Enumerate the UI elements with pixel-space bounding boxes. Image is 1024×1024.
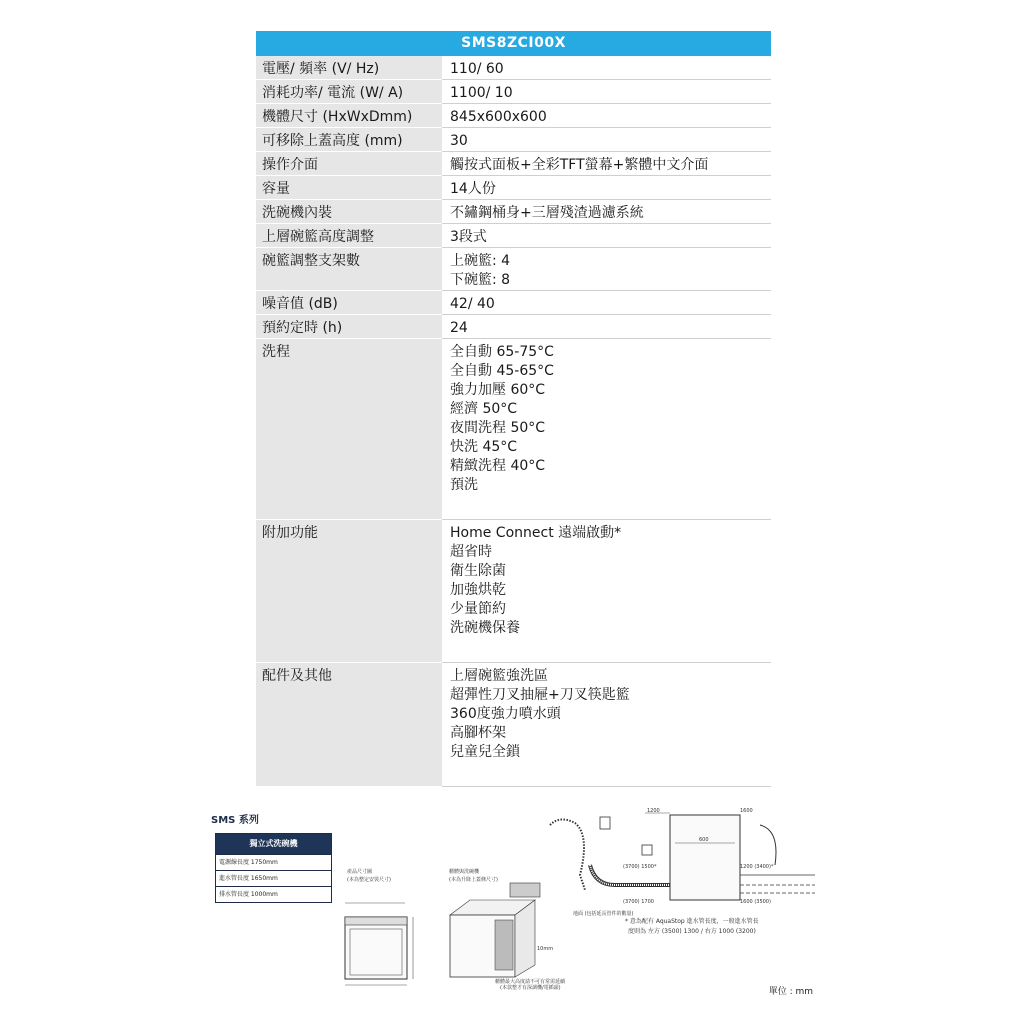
- side-note: 地面 (包括延長管件的數量): [573, 911, 634, 917]
- spec-row: [256, 224, 771, 248]
- tall-dims-sub: (本為升降上蓋條尺寸): [449, 877, 498, 883]
- spec-row: [256, 339, 771, 520]
- spec-value-line: 下碗籃: 8: [450, 272, 511, 288]
- spec-value-line: 洗碗機保養: [450, 620, 520, 636]
- spec-row: [256, 200, 771, 224]
- hose-row-power: 電源線長度 1750mm: [216, 854, 331, 870]
- spec-value-line: 強力加壓 60°C: [450, 382, 546, 398]
- product-dimension-drawing: [345, 868, 413, 985]
- hose-table-header: 獨立式洗碗機: [216, 834, 331, 854]
- dim-1200-3400: 1200 (3400)*: [740, 864, 774, 870]
- product-dims-sub: (本為整定安裝尺寸): [347, 877, 391, 883]
- spec-label: 洗程: [256, 339, 442, 520]
- spec-value: [442, 56, 771, 80]
- spec-label: 電壓/ 頻率 (V/ Hz): [256, 56, 442, 80]
- spec-label: 機體尺寸 (HxWxDmm): [256, 104, 442, 128]
- spec-table: [256, 31, 771, 787]
- spec-value-line: 預洗: [450, 477, 478, 493]
- spec-label: 碗籃調整支架數: [256, 248, 442, 291]
- spec-value-line: 夜間洗程 50°C: [450, 420, 546, 436]
- model-header: SMS8ZCI00X: [256, 31, 771, 56]
- spec-value: [442, 224, 771, 248]
- spec-row: [256, 315, 771, 339]
- spec-value-line: 1100/ 10: [450, 85, 513, 101]
- dim-1600-3500: 1600 (3500): [740, 899, 771, 905]
- spec-value-line: 超彈性刀叉抽屜+刀叉筷匙籃: [450, 687, 630, 703]
- depth-note: 10mm: [537, 946, 554, 952]
- spec-value-line: 360度強力噴水頭: [450, 706, 561, 722]
- spec-value-line: 兒童兒全鎖: [450, 744, 520, 760]
- spec-label: 可移除上蓋高度 (mm): [256, 128, 442, 152]
- spec-value-line: 845x600x600: [450, 109, 547, 125]
- spec-value-line: 上碗籃: 4: [450, 253, 511, 269]
- spec-row: [256, 128, 771, 152]
- spec-value: [442, 152, 771, 176]
- spec-value-line: 上層碗籃強洗區: [450, 668, 548, 684]
- spec-value-line: 衛生除菌: [450, 563, 506, 579]
- unit-label: 單位 : mm: [768, 987, 813, 997]
- spec-value: [442, 339, 771, 520]
- spec-label: 預約定時 (h): [256, 315, 442, 339]
- aqua-note-2: 度則為 左方 (3500) 1300 / 右方 1000 (3200): [628, 928, 756, 935]
- spec-row: [256, 56, 771, 80]
- series-title: SMS 系列: [211, 815, 259, 826]
- spec-label: 上層碗籃高度調整: [256, 224, 442, 248]
- spec-value-line: 加強烘乾: [450, 582, 506, 598]
- installation-diagram: [205, 805, 825, 1005]
- cabinet-drawing: [449, 868, 566, 991]
- hose-row-drain: 排水管長度 1000mm: [216, 886, 331, 902]
- bottom-caption-sub: (本款整才有深調機/電插頭): [500, 985, 561, 991]
- spec-label: 容量: [256, 176, 442, 200]
- spec-value: [442, 200, 771, 224]
- spec-value-line: 全自動 45-65°C: [450, 363, 554, 379]
- dim-600: 600: [699, 837, 709, 843]
- product-dims-label: 產品尺寸圖: [347, 869, 373, 875]
- spec-value-line: 不鏽鋼桶身+三層殘渣過濾系統: [450, 205, 644, 221]
- spec-value: [442, 128, 771, 152]
- spec-value: [442, 663, 771, 787]
- spec-label: 洗碗機內裝: [256, 200, 442, 224]
- spec-label: 噪音值 (dB): [256, 291, 442, 315]
- hose-row-inlet: 進水管長度 1650mm: [216, 870, 331, 886]
- spec-value-line: Home Connect 遠端啟動*: [450, 525, 622, 541]
- spec-value-line: 高腳杯架: [450, 725, 506, 741]
- spec-value-line: 30: [450, 133, 468, 149]
- spec-row: [256, 104, 771, 128]
- spec-label: 附加功能: [256, 520, 442, 663]
- spec-row: [256, 152, 771, 176]
- spec-row: [256, 291, 771, 315]
- spec-value: [442, 315, 771, 339]
- spec-label: 操作介面: [256, 152, 442, 176]
- spec-value-line: 全自動 65-75°C: [450, 344, 554, 360]
- spec-value-line: 42/ 40: [450, 296, 495, 312]
- dim-1200: 1200: [647, 808, 660, 814]
- bottom-caption: 櫃體最大高度請不可有常需延續: [495, 979, 566, 985]
- hose-routing-schematic: [550, 808, 815, 935]
- spec-value-line: 快洗 45°C: [450, 439, 518, 455]
- spec-label: 消耗功率/ 電流 (W/ A): [256, 80, 442, 104]
- aqua-note-1: * 意為配有 AquaStop 進水管長度，一般進水管長: [625, 918, 759, 925]
- spec-value-line: 觸按式面板+全彩TFT螢幕+繁體中文介面: [450, 157, 709, 173]
- dim-1600: 1600: [740, 808, 753, 814]
- spec-value-line: 超省時: [450, 544, 492, 560]
- spec-row: [256, 248, 771, 291]
- spec-row: [256, 176, 771, 200]
- spec-label: 配件及其他: [256, 663, 442, 787]
- spec-row: [256, 520, 771, 663]
- spec-value-line: 24: [450, 320, 468, 336]
- spec-value-line: 14人份: [450, 181, 496, 197]
- drawings: [205, 805, 825, 1005]
- spec-row: [256, 663, 771, 787]
- spec-value-line: 精緻洗程 40°C: [450, 458, 546, 474]
- spec-value-line: 110/ 60: [450, 61, 504, 77]
- spec-value: [442, 291, 771, 315]
- tall-dims-label: 櫃體與洗碗機: [449, 869, 480, 875]
- spec-value-line: 經濟 50°C: [450, 401, 518, 417]
- spec-value: [442, 80, 771, 104]
- spec-rows: [256, 56, 771, 787]
- spec-value-line: 少量節約: [450, 601, 506, 617]
- spec-value: [442, 176, 771, 200]
- dim-3700-1700: (3700) 1700: [623, 899, 654, 905]
- spec-value-line: 3段式: [450, 229, 487, 245]
- spec-row: [256, 80, 771, 104]
- dim-3700-1500: (3700) 1500*: [623, 864, 657, 870]
- spec-value: [442, 104, 771, 128]
- spec-value: [442, 248, 771, 291]
- spec-value: [442, 520, 771, 663]
